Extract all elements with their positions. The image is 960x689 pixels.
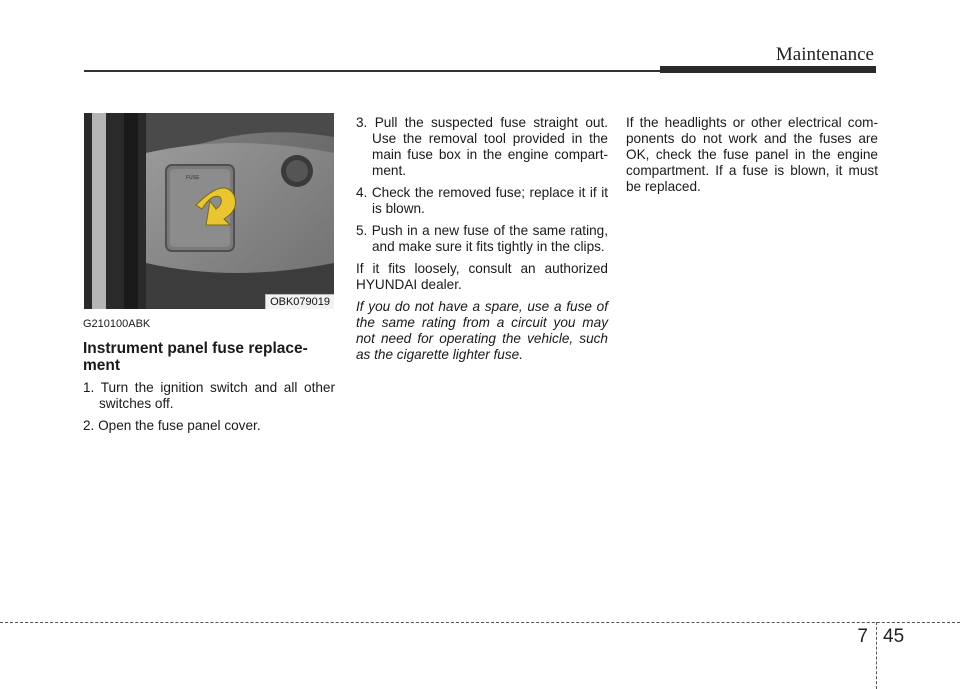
step-5: 5. Push in a new fuse of the same rating, and make sure it fits tightly in the clips. (356, 223, 608, 254)
fuse-label: FUSE (186, 175, 200, 181)
column-2 (356, 115, 608, 369)
page-number: 45 (883, 626, 905, 647)
footer-divider (876, 622, 877, 689)
step-2: 2. Open the fuse panel cover. (83, 418, 261, 433)
header-rule-thin (84, 70, 660, 72)
fuse-panel-illustration (84, 113, 334, 309)
footer-rule (0, 622, 960, 623)
step-4: 4. Check the removed fuse; replace it if it is blown. (356, 185, 608, 216)
section-title: Instrument panel fuse replace-ment (83, 340, 308, 374)
page-header-title: Maintenance (775, 44, 874, 65)
fuse-panel-photo (84, 113, 334, 309)
figure-code: OBK079019 (265, 294, 334, 309)
column-3 (626, 115, 878, 201)
header-rule-thick (660, 66, 876, 73)
chapter-number: 7 (857, 626, 868, 647)
dealer-paragraph: If it fits loosely, consult an authorized HYUNDAI dealer. (356, 261, 608, 292)
step-1: 1. Turn the ignition switch and all other switches off. (83, 380, 335, 411)
column-1 (83, 316, 335, 440)
step-3: 3. Pull the suspected fuse straight out. Use the removal tool provided in the main fuse box in the engine compart-ment. (356, 115, 608, 178)
headlights-paragraph: If the headlights or other electrical com-ponents do not work and the fuses are OK, check the fuse panel in the engine compartment. If a fuse is blown, it must be replaced. (626, 115, 878, 194)
section-code: G210100ABK (83, 318, 151, 330)
spare-fuse-note: If you do not have a spare, use a fuse of the same rating from a circuit you may not need for operating the vehicle, such as the cigarette lighter fuse. (356, 299, 608, 362)
